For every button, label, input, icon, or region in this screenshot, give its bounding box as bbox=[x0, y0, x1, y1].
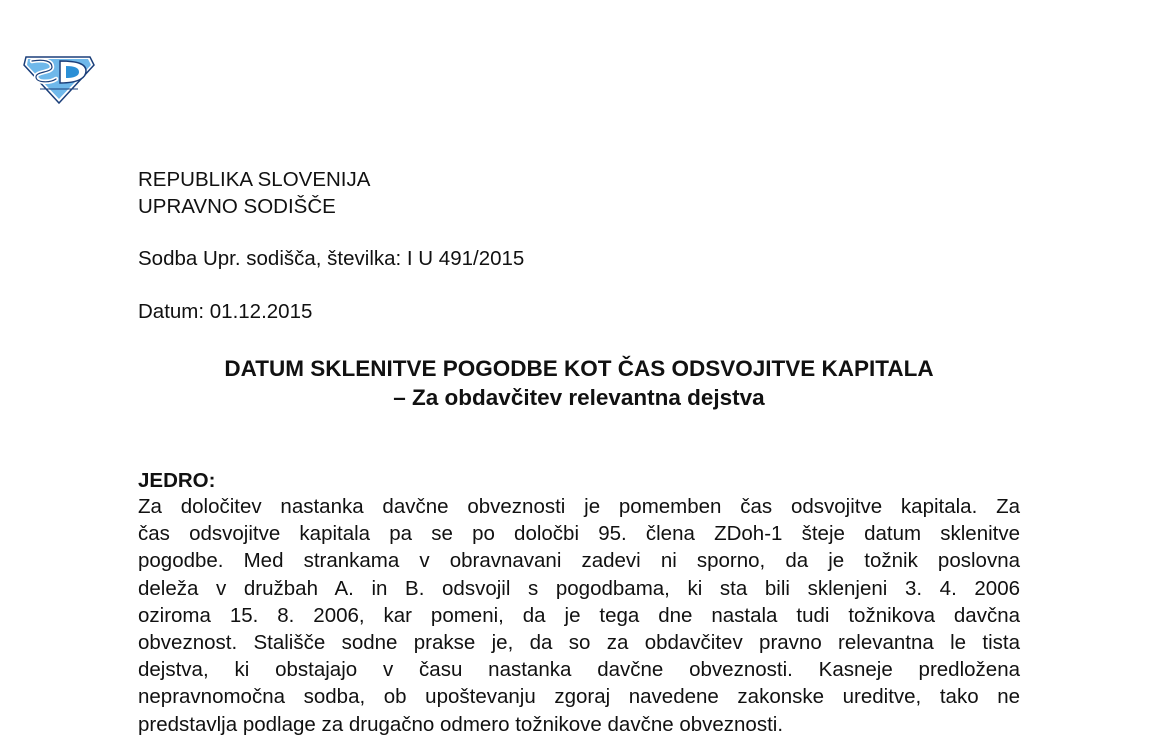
body-line: deleža v družbah A. in B. odsvojil s pogodbama, ki sta bili sklenjeni 3. 4. 2006 bbox=[138, 576, 1020, 600]
document-title bbox=[138, 354, 1020, 412]
court-name: UPRAVNO SODIŠČE bbox=[138, 195, 336, 218]
country-name: REPUBLIKA SLOVENIJA bbox=[138, 168, 371, 191]
body-line: Za določitev nastanka davčne obveznosti je pomemben čas odsvojitve kapitala. Za bbox=[138, 495, 1020, 518]
body-line: predstavlja podlage za drugačno odmero tožnikove davčne obveznosti. bbox=[138, 712, 784, 736]
body-line: dejstva, ki obstajajo v času nastanka davčne obveznosti. Kasneje predložena bbox=[138, 658, 1020, 682]
title-line-1: DATUM SKLENITVE POGODBE KOT ČAS ODSVOJITVE KAPITALA bbox=[224, 356, 934, 381]
case-reference: Sodba Upr. sodišča, številka: I U 491/2015 bbox=[138, 247, 525, 270]
decision-date: Datum: 01.12.2015 bbox=[138, 300, 313, 323]
title-line-2: – Za obdavčitev relevantna dejstva bbox=[393, 385, 765, 410]
body-line: pogodbe. Med strankama v obravnavani zadevi ni sporno, da je tožnik poslovna bbox=[138, 549, 1020, 573]
body-line: oziroma 15. 8. 2006, kar pomeni, da je tega dne nastala tudi tožnikova davčna bbox=[138, 603, 1020, 627]
jedro-body bbox=[138, 493, 1020, 738]
court-shield-logo-icon bbox=[22, 49, 96, 105]
body-line: obveznost. Stališče sodne prakse je, da so za obdavčitev pravno relevantna le tista bbox=[138, 630, 1020, 654]
court-header bbox=[138, 166, 370, 220]
body-line: čas odsvojitve kapitala pa se po določbi 95. člena ZDoh-1 šteje datum sklenitve bbox=[138, 522, 1020, 546]
jedro-heading: JEDRO: bbox=[138, 469, 216, 492]
body-line: nepravnomočna sodba, ob upoštevanju zgoraj navedene zakonske ureditve, tako ne bbox=[138, 685, 1020, 709]
